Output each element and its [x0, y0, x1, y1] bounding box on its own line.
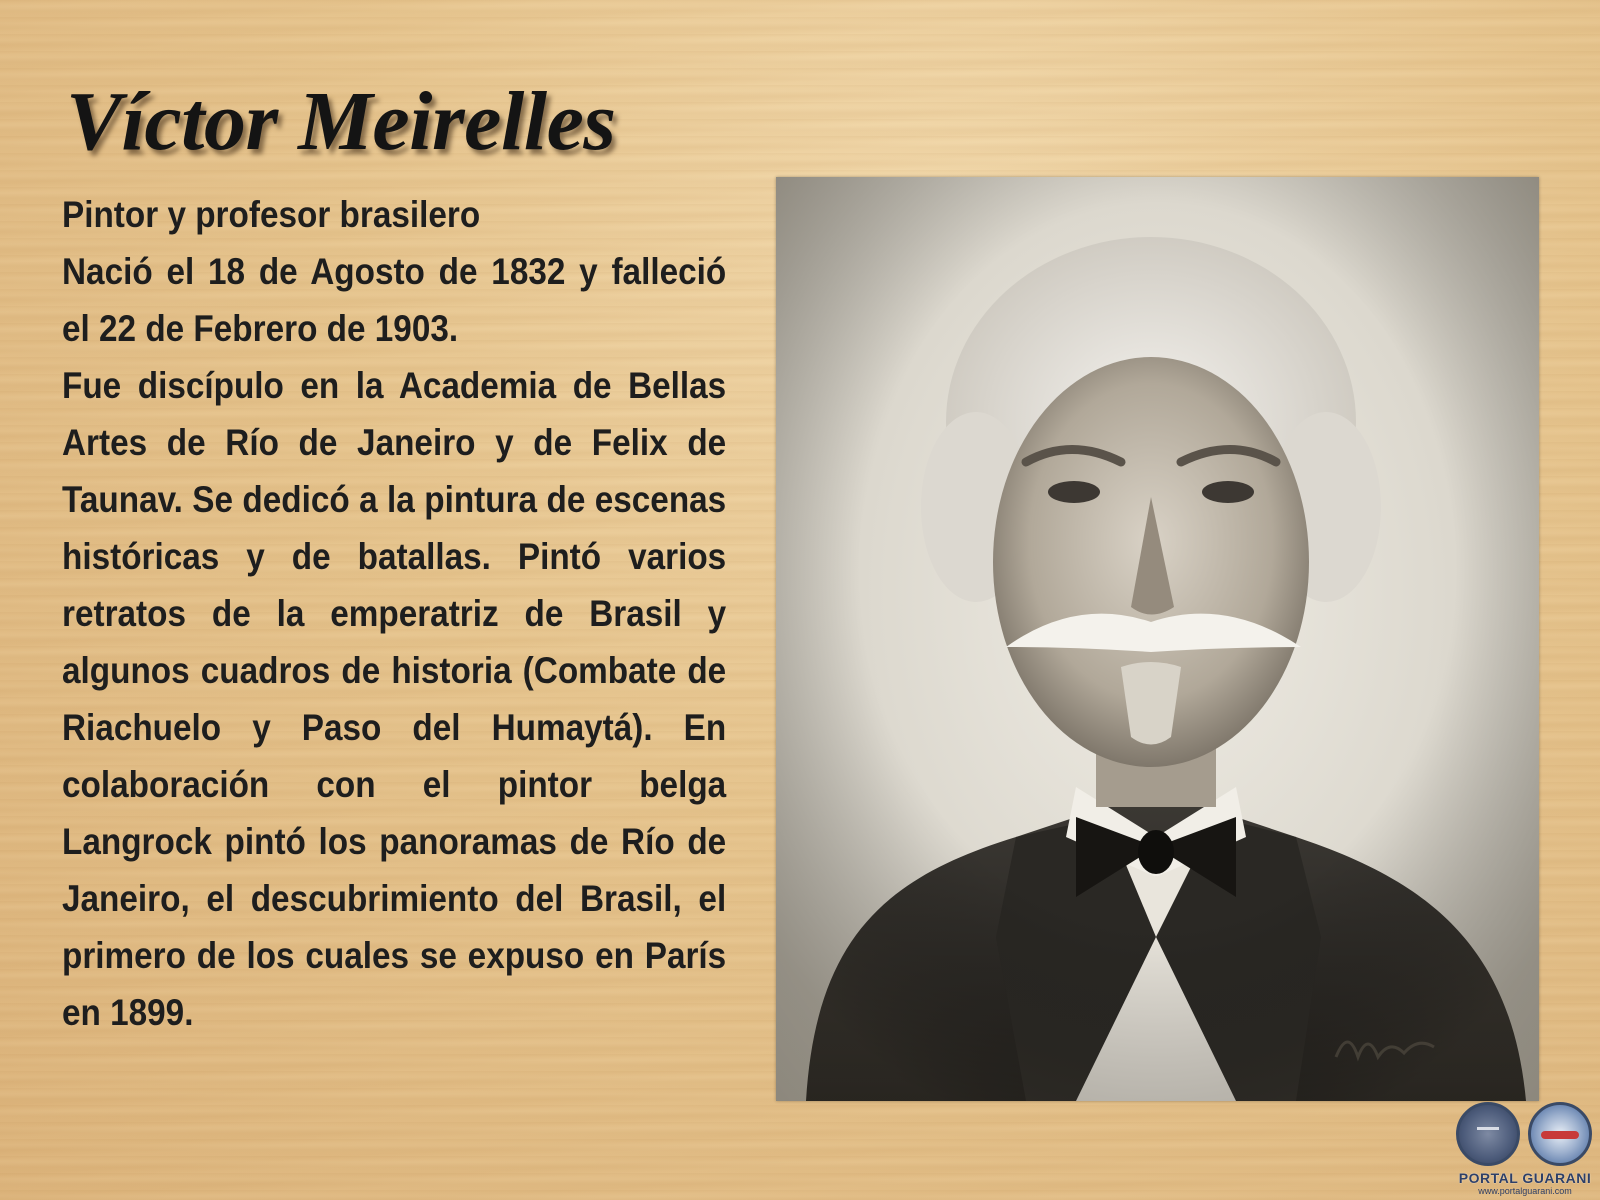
portal-guarani-logo — [1452, 1102, 1598, 1198]
paragraph-profession: Pintor y profesor brasilero — [62, 194, 481, 235]
portrait-illustration — [776, 177, 1539, 1101]
slide-body — [62, 186, 727, 1041]
seal-right-icon — [1528, 1102, 1592, 1166]
paragraph-dates: Nació el 18 de Agosto de 1832 y falleció el 22 de Febrero de 1903. — [62, 251, 727, 349]
seal-left-icon — [1456, 1102, 1520, 1166]
slide-title: Víctor Meirelles — [66, 75, 616, 168]
logo-name: PORTAL GUARANI — [1458, 1170, 1592, 1186]
portrait-image — [776, 177, 1539, 1101]
logo-url: www.portalguarani.com — [1478, 1186, 1572, 1196]
paragraph-biography: Fue discípulo en la Academia de Bellas Artes de Río de Janeiro y de Felix de Taunav. Se dedicó a la pintura de escenas históricas y de batallas. Pintó varios retratos de la emperatriz de Brasil y algunos cuadros de historia (Combate de Riachuelo y Paso del Humaytá). En colaboración con el pintor belga Langrock pintó los panoramas de Río de Janeiro, el descubrimiento del Brasil, el primero de los cuales se expuso en París en 1899. — [62, 365, 727, 1033]
